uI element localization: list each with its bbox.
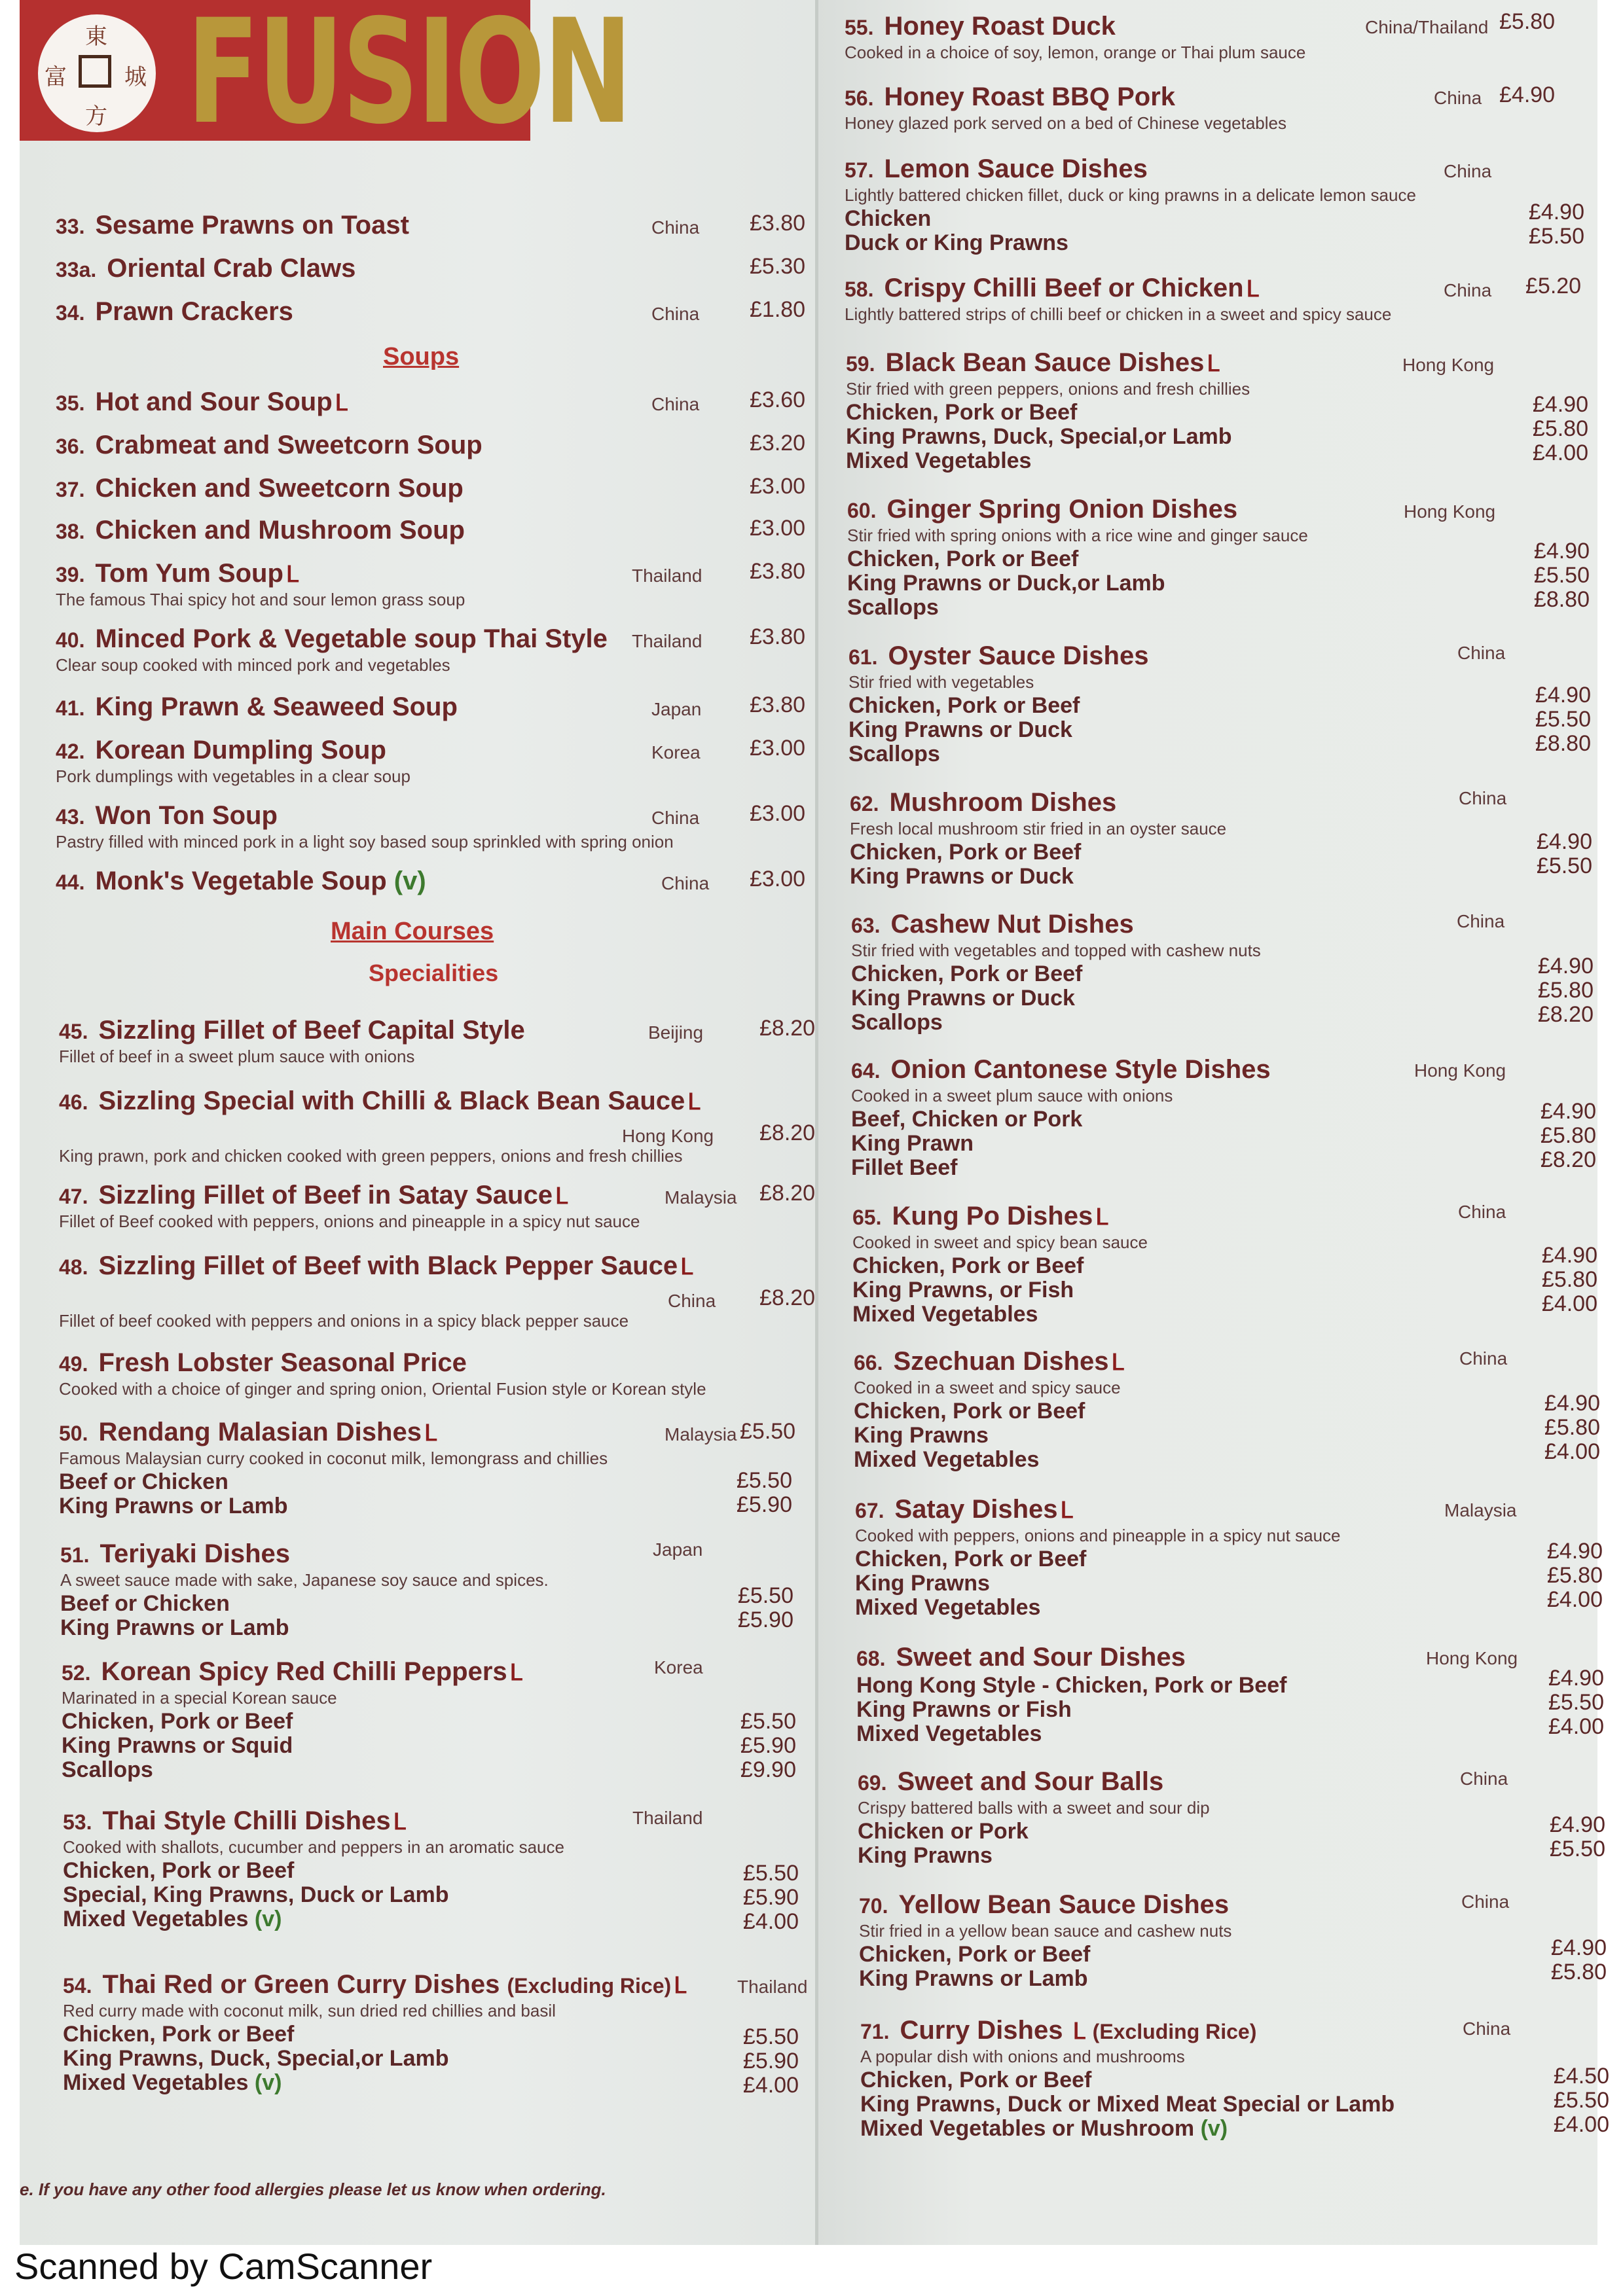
menu-item: 54. Thai Red or Green Curry Dishes (Excluding Rice) ᒪ Red curry made with coconut milk, sun dried red chillies and basil Chicken, Pork or Beef King Prawns, Duck, Special,or Lamb Mixed Vegetables (v) Thailand £5.50 £5.90 £4.00 — [63, 1970, 808, 2098]
menu-item: 37. Chicken and Sweetcorn Soup £3.00 — [56, 474, 806, 503]
menu-item: 69. Sweet and Sour Balls Crispy battered balls with a sweet and sour dip Chicken or Pork King Prawns China £4.90 £5.50 — [858, 1767, 1605, 1868]
subsection-heading-specialities: Specialities — [369, 960, 499, 986]
menu-item: 40. Minced Pork & Vegetable soup Thai Style Clear soup cooked with minced pork and vegetables Thailand £3.80 — [56, 624, 806, 675]
chilli-icon: ᒪ — [393, 1810, 406, 1835]
menu-item: 55. Honey Roast Duck Cooked in a choice of soy, lemon, orange or Thai plum sauce China/Thailand £5.80 — [845, 9, 1556, 62]
menu-item: 66. Szechuan Dishes ᒪ Cooked in a sweet and spicy sauce Chicken, Pork or Beef King Prawns Mixed Vegetables China £4.90 £5.80 £4.00 — [854, 1347, 1600, 1472]
chilli-icon: ᒪ — [335, 391, 348, 416]
menu-item: 38. Chicken and Mushroom Soup £3.00 — [56, 516, 806, 545]
menu-item: 68. Sweet and Sour Dishes Hong Kong Style - Chicken, Pork or Beef King Prawns or Fish Mixed Vegetables Hong Kong £4.90 £5.50 £4.00 — [856, 1643, 1604, 1746]
menu-item: 48. Sizzling Fillet of Beef with Black Pepper Sauce ᒪ China £8.20 Fillet of beef cooked with peppers and onions in a spicy black pepper sauce — [59, 1251, 816, 1331]
brand-title: FUSION — [187, 0, 631, 156]
menu-item: 39. Tom Yum Soup ᒪ The famous Thai spicy hot and sour lemon grass soup Thailand £3.80 — [56, 559, 806, 609]
menu-item: 41. King Prawn & Seaweed Soup Japan £3.80 — [56, 692, 806, 721]
section-heading-main-courses: Main Courses — [331, 918, 494, 945]
menu-item: 33a. Oriental Crab Claws £5.30 — [56, 254, 806, 283]
scanner-footer: Scanned by CamScanner — [14, 2246, 433, 2287]
menu-item: 36. Crabmeat and Sweetcorn Soup £3.20 — [56, 431, 806, 459]
menu-item: 51. Teriyaki Dishes A sweet sauce made with sake, Japanese soy sauce and spices. Beef or Chicken King Prawns or Lamb Japan £5.50 £5.90 — [60, 1539, 793, 1640]
menu-item: 65. Kung Po Dishes ᒪ Cooked in sweet and spicy bean sauce Chicken, Pork or Beef King Prawns, or Fish Mixed Vegetables China £4.90 £5.80 £4.00 — [852, 1202, 1597, 1327]
chilli-icon: ᒪ — [1207, 351, 1220, 376]
menu-item: 60. Ginger Spring Onion Dishes Stir fried with spring onions with a rice wine and ginger sauce Chicken, Pork or Beef King Prawns or Duck,or Lamb Scallops Hong Kong £4.90 £5.50 £8.80 — [847, 495, 1590, 620]
menu-item: 35. Hot and Sour Soup ᒪ China £3.60 — [56, 387, 806, 416]
restaurant-logo — [20, 0, 631, 156]
menu-item: 46. Sizzling Special with Chilli & Black Bean Sauce ᒪ Hong Kong £8.20 King prawn, pork and chicken cooked with green peppers, onions and fresh chillies — [59, 1086, 816, 1166]
chilli-icon: ᒪ — [285, 562, 299, 587]
menu-item: 67. Satay Dishes ᒪ Cooked with peppers, onions and pineapple in a spicy nut sauce Chicken, Pork or Beef King Prawns Mixed Vegetables Malaysia £4.90 £5.80 £4.00 — [855, 1495, 1603, 1620]
menu-item: 70. Yellow Bean Sauce Dishes Stir fried in a yellow bean sauce and cashew nuts Chicken, Pork or Beef King Prawns or Lamb China £4.90 £5.80 — [859, 1890, 1607, 1991]
menu-item: 61. Oyster Sauce Dishes Stir fried with vegetables Chicken, Pork or Beef King Prawns or Duck Scallops China £4.90 £5.50 £8.80 — [848, 641, 1591, 766]
chilli-icon: ᒪ — [509, 1660, 522, 1685]
menu-item: 56. Honey Roast BBQ Pork Honey glazed pork served on a bed of Chinese vegetables China £4.90 — [845, 82, 1556, 133]
menu-item: 47. Sizzling Fillet of Beef in Satay Sauce ᒪ Fillet of Beef cooked with peppers, onions and pineapple in a spicy nut sauce Malaysia £8.20 — [59, 1181, 816, 1231]
chilli-icon: ᒪ — [687, 1090, 701, 1115]
menu-item: 45. Sizzling Fillet of Beef Capital Style Fillet of beef in a sweet plum sauce with onions Beijing £8.20 — [59, 1016, 816, 1066]
menu-item: 34. Prawn Crackers China £1.80 — [56, 297, 806, 326]
chilli-icon: ᒪ — [1111, 1350, 1124, 1375]
section-heading-soups: Soups — [383, 343, 460, 370]
menu-item: 63. Cashew Nut Dishes Stir fried with vegetables and topped with cashew nuts Chicken, Pork or Beef King Prawns or Duck Scallops China £4.90 £5.80 £8.20 — [851, 910, 1594, 1035]
menu-item: 62. Mushroom Dishes Fresh local mushroom stir fried in an oyster sauce Chicken, Pork or Beef King Prawns or Duck China £4.90 £5.50 — [850, 788, 1592, 889]
seal-logo-icon: 東 富 城 方 — [38, 14, 156, 132]
chilli-icon: ᒪ — [680, 1255, 693, 1280]
chilli-icon: ᒪ — [1060, 1498, 1073, 1523]
menu-item: 43. Won Ton Soup Pastry filled with minced pork in a light soy based soup sprinkled with spring onion China £3.00 — [56, 801, 806, 852]
menu-right-page — [818, 0, 1609, 2245]
menu-item: 42. Korean Dumpling Soup Pork dumplings with vegetables in a clear soup Korea £3.00 — [56, 736, 806, 786]
chilli-icon: ᒪ — [424, 1421, 437, 1446]
menu-left-page — [20, 0, 815, 2245]
menu-item: 59. Black Bean Sauce Dishes ᒪ Stir fried with green peppers, onions and fresh chillies Chicken, Pork or Beef King Prawns, Duck, Special,or Lamb Mixed Vegetables Hong Kong £4.90 £5.80 £4.00 — [846, 348, 1588, 473]
menu-item: 44. Monk's Vegetable Soup (v) China £3.00 — [56, 867, 806, 895]
chilli-icon: ᒪ — [1072, 2019, 1085, 2044]
menu-item: 50. Rendang Malasian Dishes ᒪ Famous Malaysian curry cooked in coconut milk, lemongrass and chillies Beef or Chicken King Prawns or Lamb Malaysia £5.50 £5.50 £5.90 — [59, 1418, 796, 1518]
chilli-icon: ᒪ — [1246, 277, 1259, 302]
menu-item: 53. Thai Style Chilli Dishes ᒪ Cooked with shallots, cucumber and peppers in an aromatic sauce Chicken, Pork or Beef Special, King Prawns, Duck or Lamb Mixed Vegetables (v) Thailand £5.50 £5.90 £4.00 — [63, 1806, 799, 1934]
chilli-icon: ᒪ — [1095, 1205, 1108, 1230]
menu-item: 71. Curry Dishes ᒪ (Excluding Rice) A popular dish with onions and mushrooms Chicken, Pork or Beef King Prawns, Duck or Mixed Meat Special or Lamb Mixed Vegetables or Mushroom (v) China £4.50 £5.50 £4.00 — [860, 2016, 1609, 2141]
menu-item: 58. Crispy Chilli Beef or Chicken ᒪ Lightly battered strips of chilli beef or chicken in a sweet and spicy sauce China £5.20 — [845, 274, 1582, 324]
allergy-note: e. If you have any other food allergies please let us know when ordering. — [20, 2179, 606, 2199]
chilli-icon: ᒪ — [555, 1184, 568, 1209]
menu-item: 64. Onion Cantonese Style Dishes Cooked in a sweet plum sauce with onions Beef, Chicken or Pork King Prawn Fillet Beef Hong Kong £4.90 £5.80 £8.20 — [851, 1055, 1596, 1180]
menu-item: 57. Lemon Sauce Dishes Lightly battered chicken fillet, duck or king prawns in a delicate lemon sauce Chicken Duck or King Prawns China £4.90 £5.50 — [845, 154, 1584, 255]
menu-item: 49. Fresh Lobster Seasonal Price Cooked with a choice of ginger and spring onion, Oriental Fusion style or Korean style — [59, 1348, 706, 1399]
menu-item: 33. Sesame Prawns on Toast China £3.80 — [56, 211, 806, 240]
menu-item: 52. Korean Spicy Red Chilli Peppers ᒪ Marinated in a special Korean sauce Chicken, Pork or Beef King Prawns or Squid Scallops Korea £5.50 £5.90 £9.90 — [62, 1657, 796, 1782]
chilli-icon: ᒪ — [674, 1973, 687, 1998]
